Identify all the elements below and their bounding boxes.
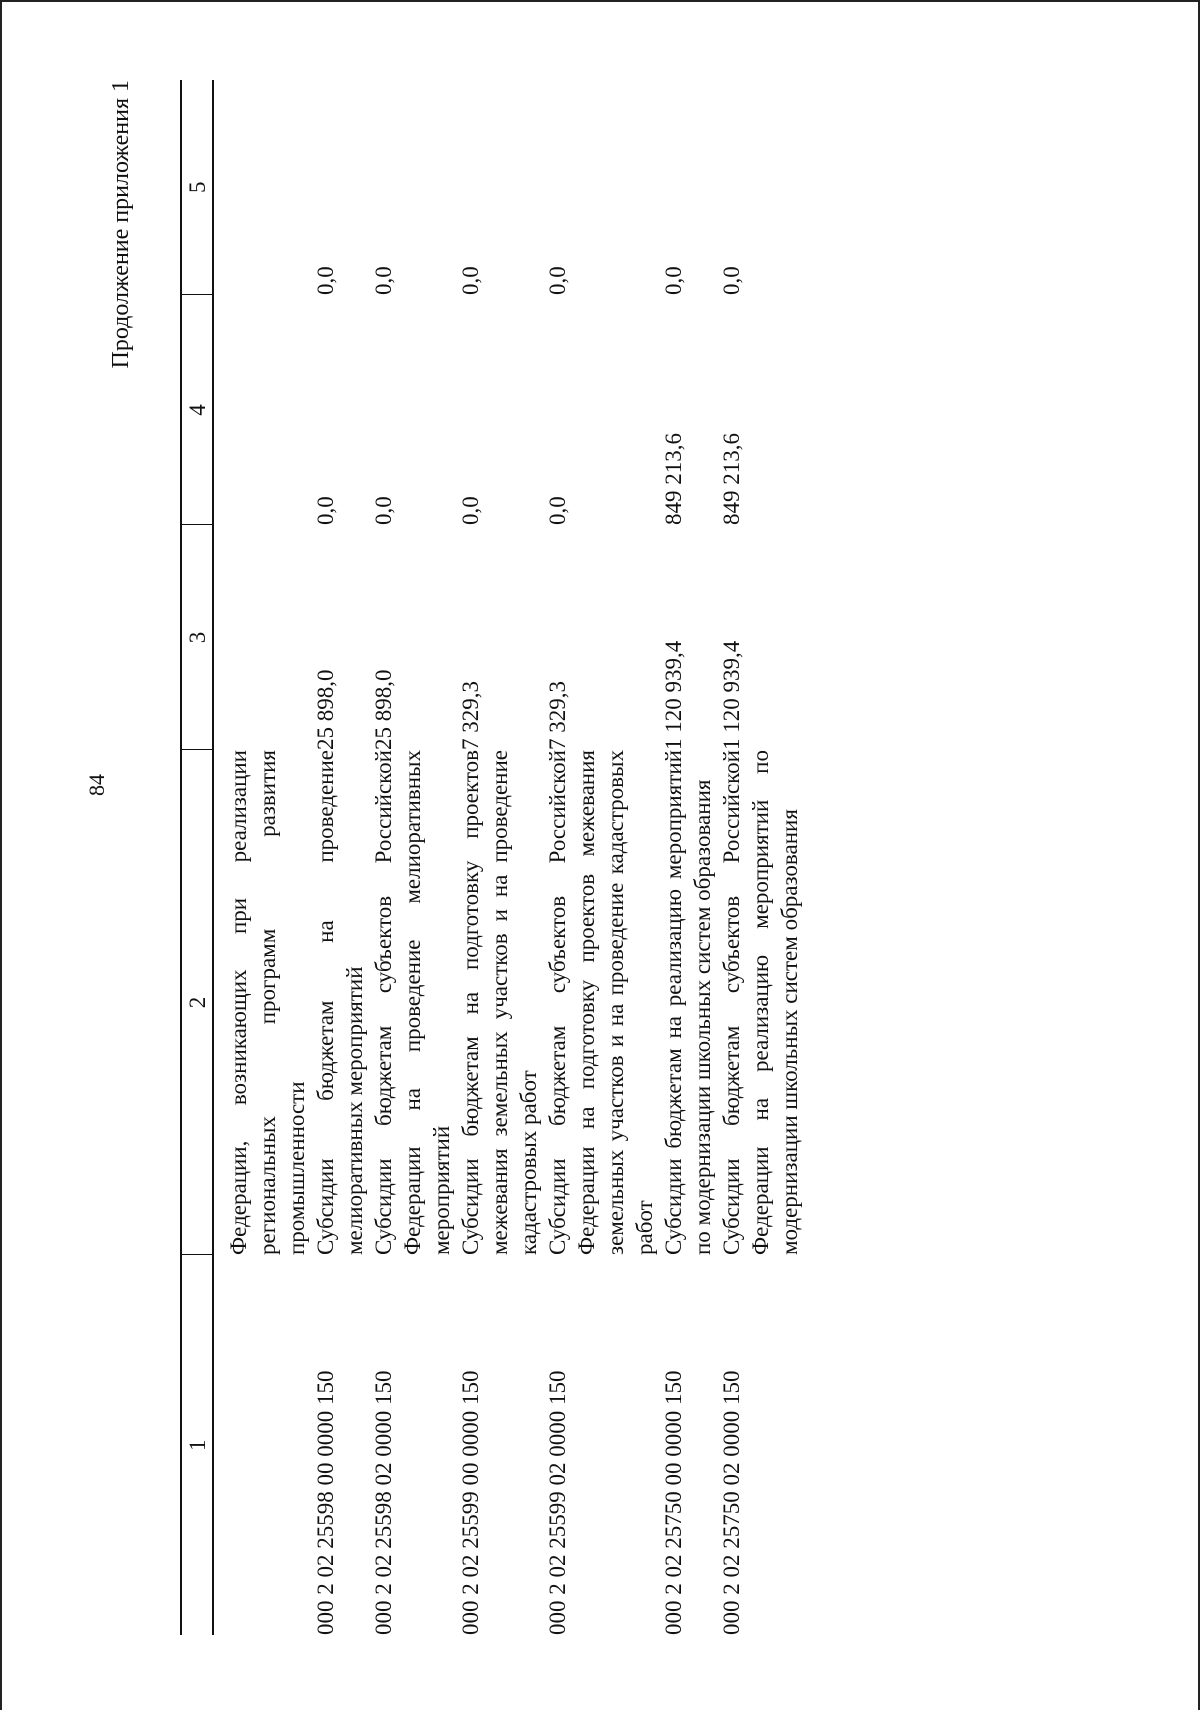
table-row (659, 80, 717, 1635)
row-col5: 0,0 (371, 266, 396, 295)
row-col3: 7 329,3 (545, 681, 570, 750)
row-col5: 0,0 (545, 266, 570, 295)
row-col5: 0,0 (313, 266, 338, 295)
table-header (181, 80, 213, 1635)
rotated-page (84, 75, 1200, 1635)
row-col5: 0,0 (719, 266, 744, 295)
row-code: 000 2 02 25599 00 0000 150 (458, 1370, 483, 1635)
row-col5 (213, 80, 311, 295)
row-col5: 0,0 (661, 266, 686, 295)
row-col4: 0,0 (371, 496, 396, 525)
row-col4 (213, 295, 311, 525)
row-col4: 849 213,6 (719, 433, 744, 525)
header-col-4: 4 (181, 295, 213, 525)
table-row (311, 80, 369, 1635)
row-description: Субсидии бюджетам на реализацию мероприятий по модернизации школьных систем образования (661, 750, 715, 1255)
table-row (369, 80, 456, 1635)
header-col-5: 5 (181, 80, 213, 295)
table-row (717, 80, 804, 1635)
row-description: Федерации, возникающих при реализации региональных программ развития промышленности (226, 750, 309, 1255)
row-col4: 849 213,6 (661, 433, 686, 525)
header-col-1: 1 (181, 1255, 213, 1635)
row-description: Субсидии бюджетам субъектов Российской Федерации на реализацию мероприятий по модернизации школьных систем образования (719, 750, 802, 1255)
row-col3: 1 120 939,4 (661, 640, 686, 750)
table-row (456, 80, 543, 1635)
header-col-3: 3 (181, 525, 213, 750)
continuation-label: Продолжение приложения 1 (108, 80, 134, 369)
header-col-2: 2 (181, 750, 213, 1255)
row-description: Субсидии бюджетам субъектов Российской Федерации на подготовку проектов межевания земельных участков и на проведение кадастровых работ (545, 750, 657, 1255)
row-col4: 0,0 (545, 496, 570, 525)
appendix-table (180, 80, 804, 1635)
row-col3: 7 329,3 (458, 681, 483, 750)
row-code (213, 1255, 311, 1635)
row-col3: 25 898,0 (371, 669, 396, 750)
row-code: 000 2 02 25598 02 0000 150 (371, 1370, 396, 1635)
row-col5: 0,0 (458, 266, 483, 295)
row-col4: 0,0 (458, 496, 483, 525)
scan-edge-top (0, 0, 1200, 2)
row-col3 (213, 525, 311, 750)
table-row (543, 80, 659, 1635)
row-code: 000 2 02 25599 02 0000 150 (545, 1370, 570, 1635)
row-description: Субсидии бюджетам на подготовку проектов межевания земельных участков и на проведение кадастровых работ (458, 750, 541, 1255)
row-description: Субсидии бюджетам субъектов Российской Федерации на проведение мелиоративных мероприятий (371, 750, 454, 1255)
row-col4: 0,0 (313, 496, 338, 525)
row-description: Субсидии бюджетам на проведение мелиоративных мероприятий (313, 750, 367, 1255)
page-number: 84 (84, 774, 109, 796)
header-row (181, 80, 213, 1635)
table-row (213, 80, 311, 1635)
scan-edge-left (0, 0, 2, 1710)
row-col3: 25 898,0 (313, 669, 338, 750)
row-code: 000 2 02 25750 00 0000 150 (661, 1370, 686, 1635)
row-col3: 1 120 939,4 (719, 640, 744, 750)
table-body (213, 80, 804, 1635)
row-code: 000 2 02 25598 00 0000 150 (313, 1370, 338, 1635)
row-code: 000 2 02 25750 02 0000 150 (719, 1370, 744, 1635)
